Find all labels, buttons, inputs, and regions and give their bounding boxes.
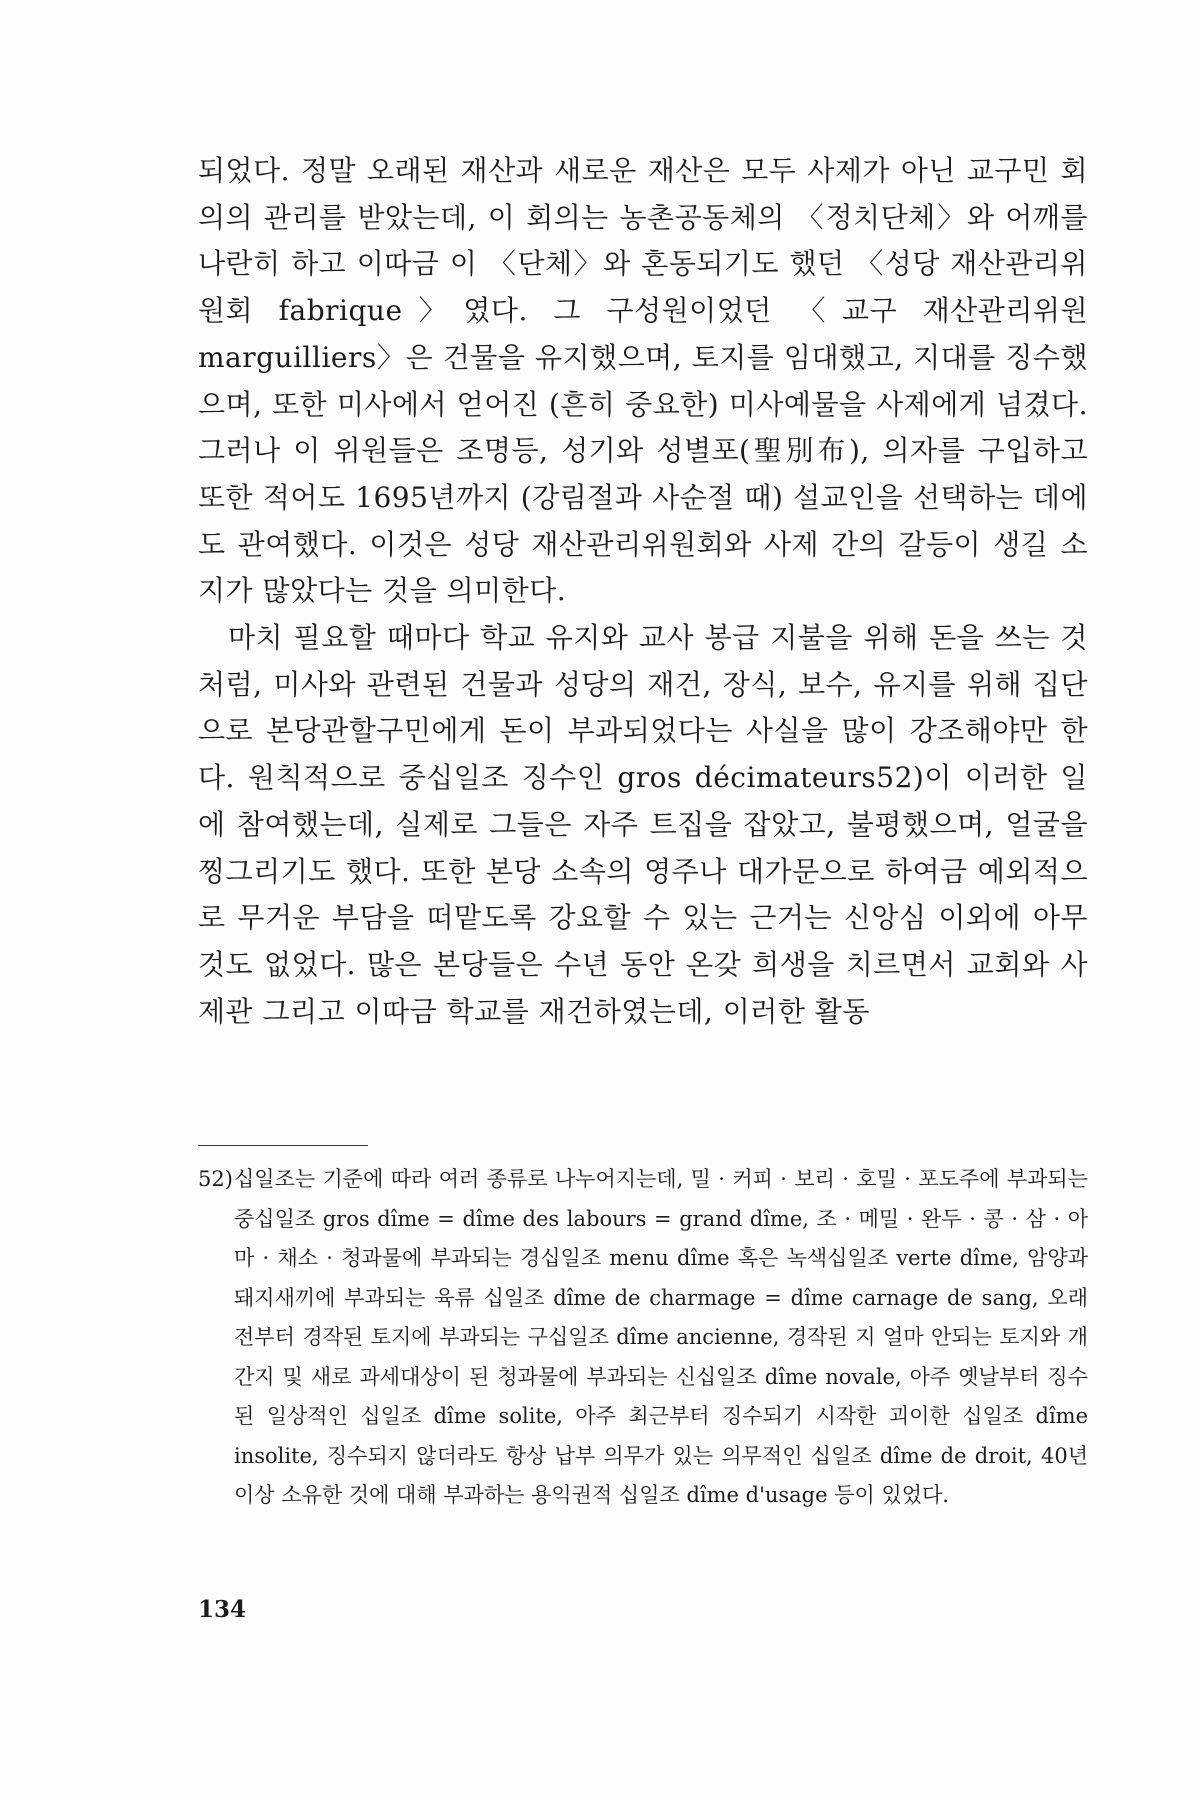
paragraph-2: 마치 필요할 때마다 학교 유지와 교사 봉급 지불을 위해 돈을 쓰는 것처럼, 미사와 관련된 건물과 성당의 재건, 장식, 보수, 유지를 위해 집단으로 본당관할구민에게 돈이 부과되었다는 사실을 많이 강조해야만 한다. 원칙적으로 중십일조 징수인 gros décimateurs52)이 이러한 일에 참여했는데, 실제로 그들은 자주 트집을 잡았고, 불평했으며, 얼굴을 찡그리기도 했다. 또한 본당 소속의 영주나 대가문으로 하여금 예외적으로 무거운 부담을 떠맡도록 강요할 수 있는 근거는 신앙심 이외에 아무것도 없었다. 많은 본당들은 수년 동안 온갖 희생을 치르면서 교회와 사제관 그리고 이따금 학교를 재건하였는데, 이러한 활동 xyxy=(198,621,1088,1028)
footnote-divider xyxy=(198,1145,368,1146)
footnote-mark: 52) xyxy=(198,1167,233,1191)
footnote-52 xyxy=(198,1160,1088,1516)
main-text xyxy=(198,148,1088,1035)
footnotes xyxy=(198,1160,1088,1516)
page-number: 134 xyxy=(198,1596,247,1623)
paragraph-1: 되었다. 정말 오래된 재산과 새로운 재산은 모두 사제가 아닌 교구민 회의의 관리를 받았는데, 이 회의는 농촌공동체의 〈정치단체〉와 어깨를 나란히 하고 이따금 이 〈단체〉와 혼동되기도 했던 〈성당 재산관리위원회 fabrique〉였다. 그 구성원이었던 〈교구 재산관리위원 marguilliers〉은 건물을 유지했으며, 토지를 임대했고, 지대를 징수했으며, 또한 미사에서 얻어진 (흔히 중요한) 미사예물을 사제에게 넘겼다. 그러나 이 위원들은 조명등, 성기와 성별포(聖別布), 의자를 구입하고 또한 적어도 1695년까지 (강림절과 사순절 때) 설교인을 선택하는 데에도 관여했다. 이것은 성당 재산관리위원회와 사제 간의 갈등이 생길 소지가 많았다는 것을 의미한다. xyxy=(198,154,1088,608)
footnote-text: 십일조는 기준에 따라 여러 종류로 나누어지는데, 밀 · 커피 · 보리 · 호밀 · 포도주에 부과되는 중십일조 gros dîme = dîme des labours = grand dîme, 조 · 메밀 · 완두 · 콩 · 삼 · 아마 · 채소 · 청과물에 부과되는 경십일조 menu dîme 혹은 녹색십일조 verte dîme, 암양과 돼지새끼에 부과되는 육류 십일조 dîme de charmage = dîme carnage de sang, 오래 전부터 경작된 토지에 부과되는 구십일조 dîme ancienne, 경작된 지 얼마 안되는 토지와 개간지 및 새로 과세대상이 된 청과물에 부과되는 신십일조 dîme novale, 아주 옛날부터 징수된 일상적인 십일조 dîme solite, 아주 최근부터 징수되기 시작한 괴이한 십일조 dîme insolite, 징수되지 않더라도 항상 납부 의무가 있는 의무적인 십일조 dîme de droit, 40년 이상 소유한 것에 대해 부과하는 용익권적 십일조 dîme d'usage 등이 있었다. xyxy=(234,1167,1088,1507)
